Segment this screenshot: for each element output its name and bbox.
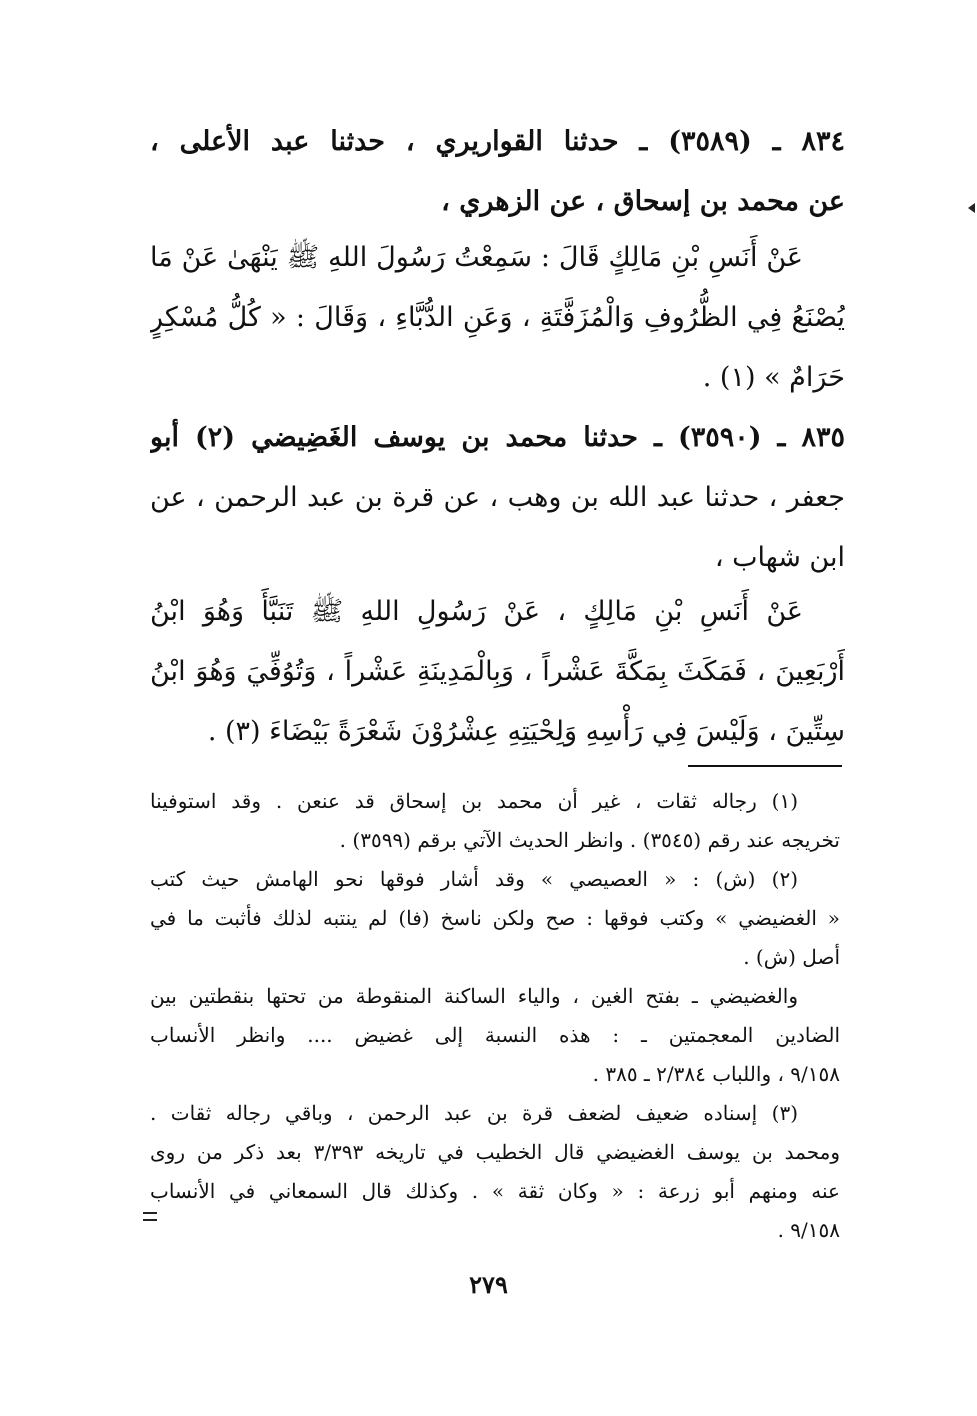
page-number: ٢٧٩ [469, 1270, 508, 1299]
footnote-2-line-1: (٢) (ش) : « العصيصي » وقد أشار فوقها نحو الهامش حيث كتب [150, 867, 798, 891]
hadith-835 [150, 408, 845, 588]
footnote-2-line-3: أصل (ش) . [743, 945, 840, 969]
hadith-834-text-line-3: حَرَامٌ » (١) . [702, 362, 845, 393]
hadith-835-chain-line-3: ابن شهاب ، [714, 542, 845, 573]
footnote-3-line-2: ومحمد بن يوسف الغضيضي قال الخطيب في تاريخه ٣/٣٩٣ بعد ذكر من روى [150, 1140, 840, 1164]
hadith-834 [150, 112, 845, 232]
hadith-834-text [150, 228, 845, 408]
edge-mark [968, 203, 975, 213]
hadith-835-chain-line-1: ٨٣٥ ـ (٣٥٩٠) ـ حدثنا محمد بن يوسف الغَضِيضي (٢) أبو [150, 422, 845, 453]
footnote-2-line-6: ٩/١٥٨ ، واللباب ٢/٣٨٤ ـ ٣٨٥ . [592, 1062, 840, 1086]
hadith-835-chain-line-2: جعفر ، حدثنا عبد الله بن وهب ، عن قرة بن عبد الرحمن ، عن [150, 482, 845, 513]
footnote-3-line-1: (٣) إسناده ضعيف لضعف قرة بن عبد الرحمن ، وباقي رجاله ثقات . [150, 1101, 798, 1125]
footnotes [150, 782, 840, 1250]
footnote-2-line-2: « الغضيضي » وكتب فوقها : صح ولكن ناسخ (فا) لم ينتبه لذلك فأثبت ما في [150, 906, 840, 930]
continuation-mark [143, 1212, 157, 1221]
footnote-2-line-5: الضادين المعجمتين ـ : هذه النسبة إلى غضيض .... وانظر الأنساب [150, 1023, 840, 1047]
hadith-834-text-line-1: عَنْ أَنَسِ بْنِ مَالِكٍ قَالَ : سَمِعْتُ رَسُولَ اللهِ ﷺ يَنْهَىٰ عَنْ مَا [150, 242, 803, 273]
footnote-3-line-3: عنه ومنهم أبو زرعة : « وكان ثقة » . وكذلك قال السمعاني في الأنساب [150, 1179, 840, 1203]
footnote-2-line-4: والغضيضي ـ بفتح الغين ، والياء الساكنة المنقوطة من تحتها بنقطتين بين [150, 984, 798, 1008]
hadith-835-text-line-1: عَنْ أَنَسِ بْنِ مَالِكٍ ، عَنْ رَسُولِ اللهِ ﷺ تَنَبَّأَ وَهُوَ ابْنُ [150, 596, 803, 627]
hadith-835-text-line-2: أَرْبَعِينَ ، فَمَكَثَ بِمَكَّةَ عَشْراً ، وَبِالْمَدِينَةِ عَشْراً ، وَتُوُفِّيَ وَهُوَ ابْنُ [150, 656, 845, 687]
hadith-834-chain-line-2: عن محمد بن إسحاق ، عن الزهري ، [441, 186, 845, 217]
footnote-separator [688, 765, 842, 767]
hadith-835-text [150, 582, 845, 762]
hadith-834-chain-line-1: ٨٣٤ ـ (٣٥٨٩) ـ حدثنا القواريري ، حدثنا عبد الأعلى ، [150, 126, 845, 157]
footnote-1-line-2: تخريجه عند رقم (٣٥٤٥) . وانظر الحديث الآتي برقم (٣٥٩٩) . [339, 828, 840, 852]
hadith-835-text-line-3: سِتِّينَ ، وَلَيْسَ فِي رَأْسِهِ وَلِحْيَتِهِ عِشْرُوْنَ شَعْرَةً بَيْضَاءَ (٣) . [207, 716, 845, 747]
hadith-834-text-line-2: يُصْنَعُ فِي الظُّرُوفِ وَالْمُزَفَّتَةِ ، وَعَنِ الدُّبَّاءِ ، وَقَالَ : « كُلُّ مُسْكِرٍ [150, 302, 845, 333]
footnote-1-line-1: (١) رجاله ثقات ، غير أن محمد بن إسحاق قد عنعن . وقد استوفينا [150, 789, 798, 813]
footnote-3-line-4: ٩/١٥٨ . [777, 1218, 840, 1242]
